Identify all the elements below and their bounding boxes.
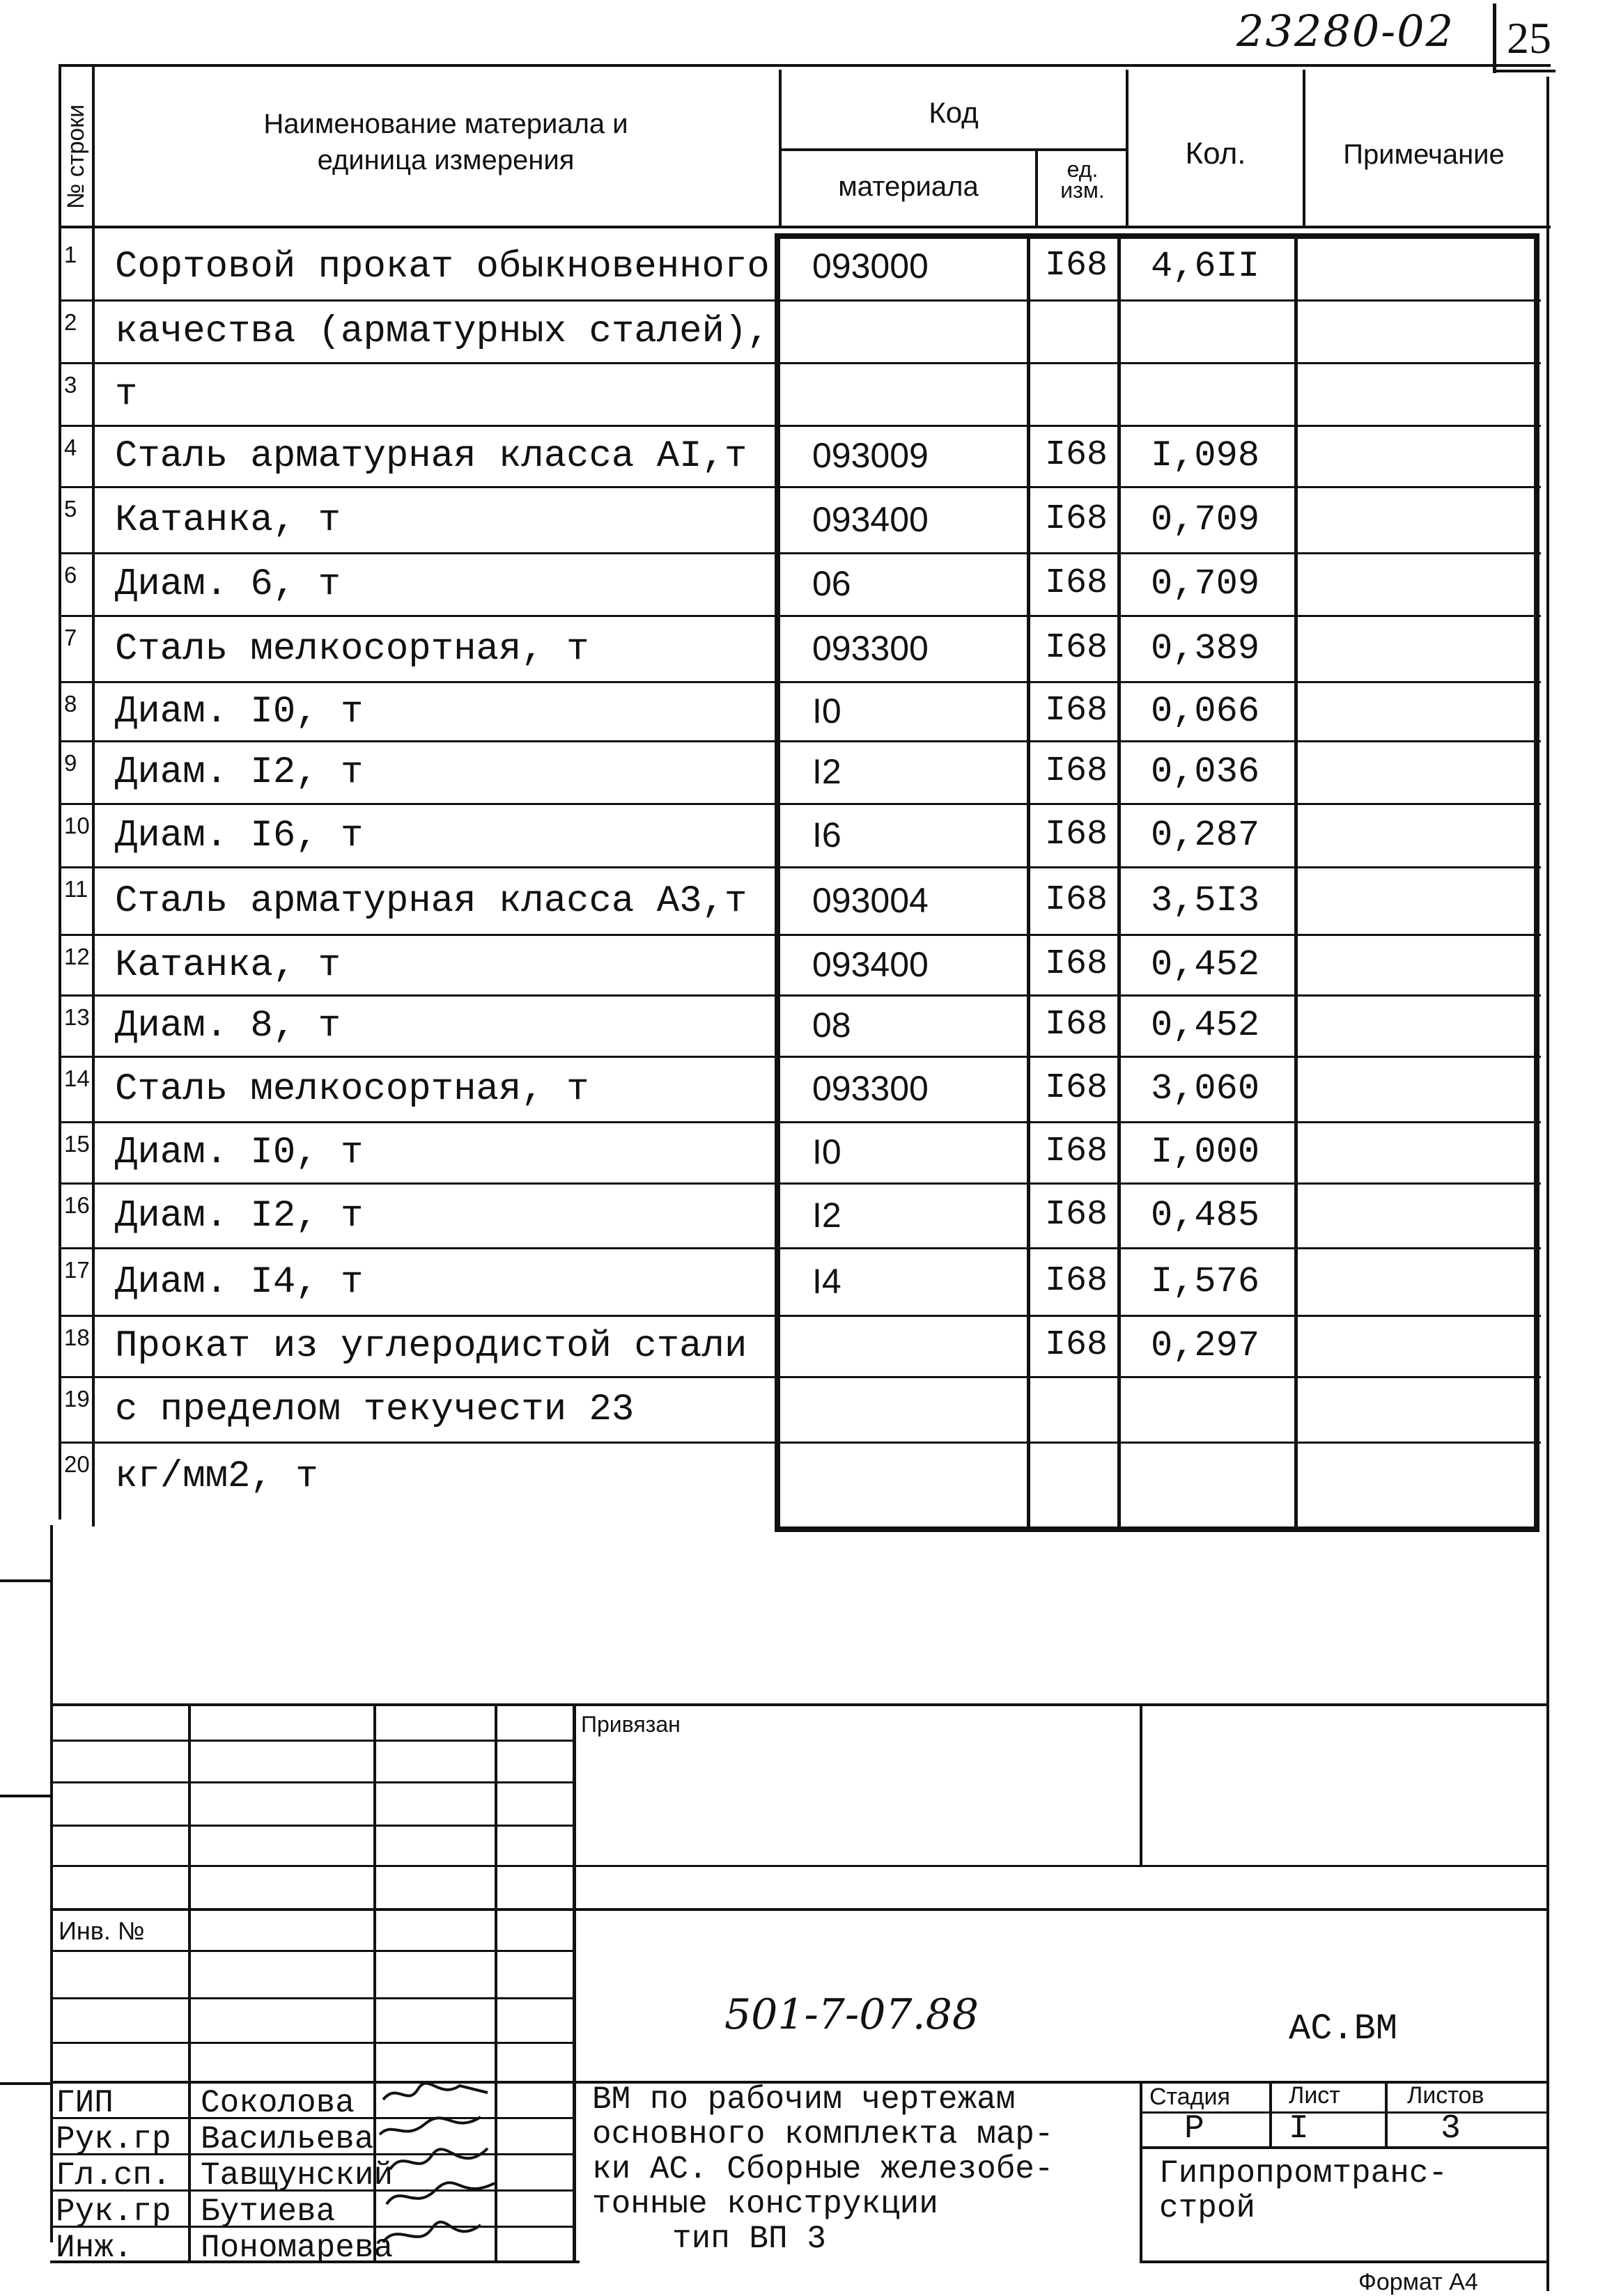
signatory-role: Гл.сп. bbox=[56, 2157, 171, 2194]
stage-label: Стадия bbox=[1149, 2084, 1230, 2110]
row-quantity: 4,6II bbox=[1151, 245, 1260, 287]
row-number-separator bbox=[59, 1442, 93, 1444]
row-name: качества (арматурных сталей), bbox=[115, 311, 770, 353]
stage-value: Р bbox=[1184, 2110, 1204, 2148]
row-number: 9 bbox=[64, 750, 77, 776]
row-number: 7 bbox=[64, 625, 77, 650]
row-name: Диам. I2, т bbox=[115, 751, 364, 794]
row-quantity: 3,5I3 bbox=[1151, 880, 1260, 921]
row-number: 1 bbox=[64, 242, 77, 267]
row-separator bbox=[92, 362, 1541, 364]
signatory-role: ГИП bbox=[56, 2085, 114, 2121]
row-quantity: 3,060 bbox=[1151, 1068, 1260, 1109]
signatory-name: Тавщунский bbox=[201, 2157, 394, 2194]
row-number: 18 bbox=[64, 1325, 90, 1350]
row-material-code: 093400 bbox=[812, 944, 929, 984]
code-header: Код bbox=[929, 96, 979, 129]
row-number-separator bbox=[59, 425, 93, 427]
row-number: 11 bbox=[64, 876, 88, 902]
row-separator bbox=[92, 1056, 1541, 1058]
row-quantity: 0,297 bbox=[1151, 1325, 1260, 1366]
row-number-separator bbox=[59, 803, 93, 805]
row-unit-code: I68 bbox=[1045, 944, 1108, 984]
row-material-code: 093300 bbox=[812, 628, 929, 668]
row-unit-code: I68 bbox=[1045, 1260, 1108, 1301]
row-number: 12 bbox=[64, 944, 90, 969]
row-number-separator bbox=[59, 681, 93, 683]
row-quantity: 0,036 bbox=[1151, 751, 1260, 792]
document-number: 23280-02 bbox=[1236, 6, 1455, 56]
row-name: Катанка, т bbox=[115, 499, 341, 542]
row-number-separator bbox=[59, 1247, 93, 1249]
row-number: 19 bbox=[64, 1386, 90, 1412]
row-material-code: 093300 bbox=[812, 1069, 929, 1108]
row-name: Сталь арматурная класса А3,т bbox=[115, 880, 747, 923]
row-separator bbox=[92, 1182, 1541, 1185]
row-quantity: 0,485 bbox=[1151, 1194, 1260, 1236]
row-name: Сортовой прокат обыкновенного bbox=[115, 245, 770, 288]
row-number-separator bbox=[59, 1121, 93, 1123]
row-separator bbox=[92, 740, 1541, 742]
row-number: 13 bbox=[64, 1004, 90, 1030]
signatory-name: Пономарева bbox=[201, 2230, 394, 2266]
row-number: 16 bbox=[64, 1192, 90, 1218]
row-number: 20 bbox=[64, 1451, 90, 1477]
organization: Гипропромтранс- строй bbox=[1159, 2155, 1448, 2226]
row-unit-code: I68 bbox=[1045, 1325, 1108, 1365]
row-unit-code: I68 bbox=[1045, 563, 1108, 603]
sheet-label: Лист bbox=[1289, 2082, 1340, 2109]
row-name: Диам. I2, т bbox=[115, 1194, 364, 1237]
row-unit-code: I68 bbox=[1045, 814, 1108, 854]
row-number-separator bbox=[59, 934, 93, 936]
row-name: Диам. I4, т bbox=[115, 1260, 364, 1304]
row-separator bbox=[92, 1247, 1541, 1249]
row-name: с пределом текучести 23 bbox=[115, 1389, 635, 1431]
quantity-header: Кол. bbox=[1185, 136, 1246, 171]
designation: 501-7-07.88 bbox=[724, 1990, 979, 2039]
row-number: 8 bbox=[64, 691, 77, 717]
row-number-separator bbox=[59, 1056, 93, 1058]
name-header: Наименование материала и единица измерения bbox=[263, 109, 628, 175]
row-number-separator bbox=[59, 362, 93, 364]
row-material-code: 08 bbox=[812, 1006, 851, 1045]
row-separator bbox=[92, 994, 1541, 997]
signatory-name: Васильева bbox=[201, 2121, 374, 2157]
row-number-separator bbox=[59, 552, 93, 554]
row-separator bbox=[92, 425, 1541, 427]
row-quantity: 0,452 bbox=[1151, 944, 1260, 985]
row-name: т bbox=[115, 373, 138, 416]
row-name: Сталь арматурная класса АI,т bbox=[115, 435, 747, 478]
row-number-separator bbox=[59, 994, 93, 997]
row-number: 6 bbox=[64, 562, 77, 588]
row-name: Диам. 6, т bbox=[115, 563, 341, 606]
row-material-code: I0 bbox=[812, 691, 841, 731]
row-quantity: 0,709 bbox=[1151, 563, 1260, 604]
row-unit-code: I68 bbox=[1045, 880, 1108, 920]
row-number-separator bbox=[59, 1182, 93, 1185]
row-material-code: 093400 bbox=[812, 499, 929, 539]
row-material-code: 093004 bbox=[812, 880, 929, 920]
row-number-separator bbox=[59, 740, 93, 742]
sheet-value: I bbox=[1289, 2110, 1309, 2148]
signatory-name: Соколова bbox=[201, 2085, 355, 2121]
row-name: кг/мм2, т bbox=[115, 1455, 318, 1498]
row-separator bbox=[92, 1376, 1541, 1378]
row-unit-code: I68 bbox=[1045, 1194, 1108, 1235]
row-separator bbox=[92, 1121, 1541, 1123]
row-number-separator bbox=[59, 1376, 93, 1378]
row-quantity: 0,452 bbox=[1151, 1005, 1260, 1046]
row-quantity: I,576 bbox=[1151, 1260, 1260, 1302]
row-separator bbox=[92, 1442, 1541, 1444]
row-name: Прокат из углеродистой стали bbox=[115, 1325, 747, 1368]
row-unit-code: I68 bbox=[1045, 1132, 1108, 1171]
row-unit-code: I68 bbox=[1045, 1068, 1108, 1108]
row-quantity: 0,389 bbox=[1151, 627, 1260, 669]
row-name: Сталь мелкосортная, т bbox=[115, 627, 589, 671]
row-quantity: 0,709 bbox=[1151, 499, 1260, 540]
row-unit-code: I68 bbox=[1045, 435, 1108, 475]
row-separator bbox=[92, 866, 1541, 868]
row-unit-code: I68 bbox=[1045, 627, 1108, 668]
row-name: Диам. I6, т bbox=[115, 814, 364, 857]
row-separator bbox=[92, 486, 1541, 488]
row-number: 4 bbox=[64, 435, 77, 460]
sheets-label: Листов bbox=[1407, 2082, 1484, 2109]
row-number: 10 bbox=[64, 813, 90, 838]
signature-scribbles bbox=[376, 2079, 515, 2267]
row-quantity: I,098 bbox=[1151, 435, 1260, 476]
row-material-code: I2 bbox=[812, 1195, 841, 1235]
row-name: Сталь мелкосортная, т bbox=[115, 1068, 589, 1111]
row-unit-code: I68 bbox=[1045, 751, 1108, 791]
unit-code-header: ед. изм. bbox=[1060, 157, 1105, 203]
row-number-separator bbox=[59, 1315, 93, 1317]
row-number-separator bbox=[59, 866, 93, 868]
row-separator bbox=[92, 552, 1541, 554]
row-material-code: I6 bbox=[812, 815, 841, 854]
row-separator bbox=[92, 803, 1541, 805]
row-quantity: 0,287 bbox=[1151, 814, 1260, 856]
signatory-name: Бутиева bbox=[201, 2194, 336, 2230]
row-number: 2 bbox=[64, 309, 77, 335]
row-number-separator bbox=[59, 486, 93, 488]
row-separator bbox=[92, 681, 1541, 683]
signatory-role: Рук.гр bbox=[56, 2121, 171, 2157]
row-number: 17 bbox=[64, 1257, 90, 1283]
document-mark: АС.ВМ bbox=[1289, 2008, 1398, 2049]
format-label: Формат А4 bbox=[1358, 2269, 1478, 2295]
row-separator bbox=[92, 934, 1541, 936]
row-number-header: № строки bbox=[63, 104, 89, 209]
row-separator bbox=[92, 615, 1541, 617]
row-material-code: I2 bbox=[812, 752, 841, 791]
inventory-number-label: Инв. № bbox=[59, 1916, 145, 1945]
row-number: 14 bbox=[64, 1065, 90, 1091]
row-number-separator bbox=[59, 615, 93, 617]
sheets-value: 3 bbox=[1441, 2110, 1461, 2148]
privyazan-label: Привязан bbox=[581, 1712, 681, 1737]
row-name: Диам. 8, т bbox=[115, 1005, 341, 1047]
signatory-role: Рук.гр bbox=[56, 2194, 171, 2230]
row-number: 15 bbox=[64, 1131, 90, 1157]
row-name: Диам. I0, т bbox=[115, 690, 364, 733]
note-header: Примечание bbox=[1343, 139, 1505, 170]
row-unit-code: I68 bbox=[1045, 690, 1108, 731]
row-number: 5 bbox=[64, 496, 77, 522]
material-code-header: материала bbox=[838, 171, 979, 202]
row-separator bbox=[92, 299, 1541, 302]
row-number: 3 bbox=[64, 372, 77, 398]
page-number: 25 bbox=[1507, 13, 1551, 63]
row-unit-code: I68 bbox=[1045, 1005, 1108, 1045]
title-description: ВМ по рабочим чертежам основного комплекта мар- ки АС. Сборные железобе- тонные конструкции тип ВП 3 bbox=[592, 2082, 1054, 2257]
row-unit-code: I68 bbox=[1045, 499, 1108, 539]
row-material-code: 093000 bbox=[812, 246, 929, 286]
row-material-code: 06 bbox=[812, 564, 851, 603]
row-material-code: 093009 bbox=[812, 436, 929, 475]
row-separator bbox=[92, 1315, 1541, 1317]
signatory-role: Инж. bbox=[56, 2230, 133, 2266]
row-name: Катанка, т bbox=[115, 944, 341, 987]
row-material-code: I0 bbox=[812, 1132, 841, 1171]
row-number-separator bbox=[59, 299, 93, 302]
row-quantity: 0,066 bbox=[1151, 690, 1260, 732]
row-material-code: I4 bbox=[812, 1261, 841, 1301]
row-unit-code: I68 bbox=[1045, 245, 1108, 286]
row-name: Диам. I0, т bbox=[115, 1132, 364, 1174]
row-quantity: I,000 bbox=[1151, 1132, 1260, 1173]
